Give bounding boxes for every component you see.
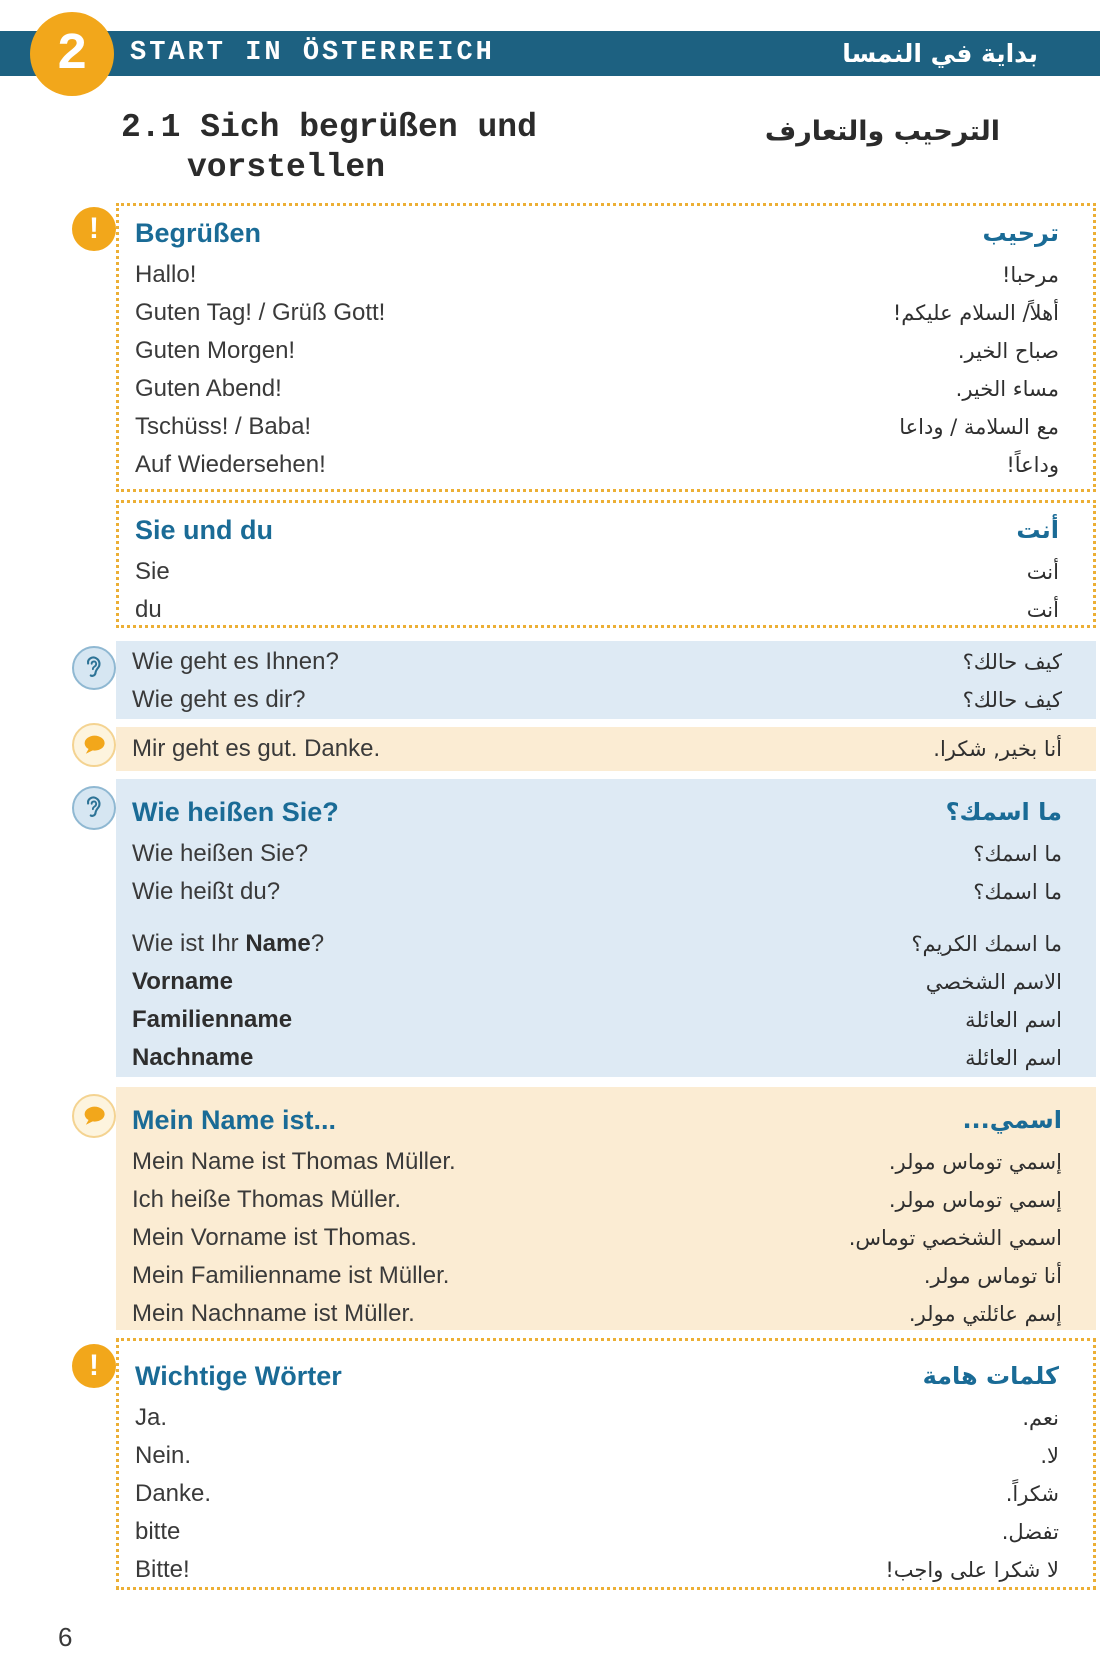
exclamation-icon: ! [72, 207, 116, 251]
phrase-row [116, 1257, 1096, 1295]
german-text: Nein. [135, 1442, 192, 1469]
german-text: Wie heißen Sie? [132, 840, 309, 867]
german-text-bold: Name [245, 930, 311, 957]
german-text: Bitte! [135, 1556, 190, 1583]
german-text: Auf Wiedersehen! [135, 451, 326, 478]
german-text-part: Wie ist Ihr [132, 930, 246, 957]
arabic-text: إسم عائلتي مولر. [908, 1302, 1062, 1326]
german-text: Ja. [135, 1404, 168, 1431]
section-title-arabic: الترحيب والتعارف [764, 116, 1000, 147]
chapter-title-arabic: بداية في النمسا [842, 39, 1038, 68]
arabic-text: اسم العائلة [965, 1046, 1062, 1070]
arabic-text: إسمي توماس مولر. [888, 1150, 1062, 1174]
speech-bubble-icon [72, 723, 116, 767]
phrase-row [119, 591, 1093, 629]
phrase-row [116, 963, 1096, 1001]
arabic-text: لا. [1040, 1444, 1059, 1468]
phrase-row [119, 1513, 1093, 1551]
arabic-text: اسمي الشخصي توماس. [848, 1226, 1062, 1250]
phrase-row [119, 332, 1093, 370]
german-text: Danke. [135, 1480, 212, 1507]
arabic-text: مع السلامة / وداعا [899, 415, 1059, 439]
arabic-text: كيف حالك؟ [962, 688, 1062, 712]
section-title-line1: 2.1 Sich begrüßen und [121, 109, 537, 146]
german-text: Mein Vorname ist Thomas. [132, 1224, 418, 1251]
heading-german: Wie heißen Sie? [132, 796, 339, 827]
heading-german: Mein Name ist... [132, 1104, 337, 1135]
arabic-text: لا شكرا على واجب! [885, 1558, 1059, 1582]
arabic-text: ما اسمك؟ [973, 880, 1062, 904]
phrase-row [119, 553, 1093, 591]
phrase-row [116, 873, 1096, 911]
listening-block-wie-geht-es [116, 641, 1096, 719]
speech-bubble-icon [72, 1094, 116, 1138]
arabic-text: نعم. [1022, 1406, 1059, 1430]
page-number: 6 [58, 1622, 73, 1652]
phrase-row [116, 1219, 1096, 1257]
german-text: Mein Familienname ist Müller. [132, 1262, 450, 1289]
phrase-section-sie-und-du [116, 500, 1096, 628]
phrase-row [116, 1181, 1096, 1219]
phrase-row [116, 643, 1096, 681]
speaking-block-mir-geht-es-gut [116, 727, 1096, 771]
arabic-text: أنا توماس مولر. [923, 1264, 1062, 1288]
german-text: Familienname [132, 1006, 293, 1033]
heading-arabic: ترحيب [982, 219, 1059, 247]
german-text [116, 930, 324, 958]
phrase-row [116, 727, 1096, 771]
heading-german: Begrüßen [135, 217, 262, 248]
section-heading [119, 1349, 1093, 1399]
phrase-row [116, 835, 1096, 873]
chapter-number-badge: 2 [30, 12, 114, 96]
german-text: Wie geht es dir? [132, 686, 306, 713]
arabic-text: أهلاً/ السلام عليكم! [892, 301, 1059, 325]
section-heading [119, 206, 1093, 256]
german-text: Ich heiße Thomas Müller. [132, 1186, 402, 1213]
arabic-text: ما اسمك؟ [973, 842, 1062, 866]
phrase-row [119, 294, 1093, 332]
speech-bubble-glyph [79, 1101, 109, 1131]
german-text: Nachname [132, 1044, 254, 1071]
phrase-row [119, 370, 1093, 408]
chapter-title-german: START IN ÖSTERREICH [130, 38, 495, 68]
arabic-text: وداعاً! [1006, 453, 1059, 477]
german-text: du [135, 596, 162, 623]
heading-arabic: ما اسمك؟ [945, 798, 1062, 826]
phrase-row [119, 1475, 1093, 1513]
arabic-text: مرحبا! [1002, 263, 1059, 287]
exclamation-icon: ! [72, 1344, 116, 1388]
arabic-text: اسم العائلة [965, 1008, 1062, 1032]
phrase-row [116, 1295, 1096, 1333]
arabic-text: شكراً. [1005, 1482, 1059, 1506]
section-heading [116, 785, 1096, 835]
arabic-text: إسمي توماس مولر. [888, 1188, 1062, 1212]
listening-block-wie-heissen-sie [116, 779, 1096, 1077]
phrase-row [116, 681, 1096, 719]
german-text: Guten Abend! [135, 375, 282, 402]
heading-arabic: اسمي... [962, 1106, 1062, 1134]
ear-icon [72, 646, 116, 690]
arabic-text: أنت [1026, 560, 1059, 584]
german-text: Mir geht es gut. Danke. [132, 735, 381, 762]
arabic-text: تفضل. [1001, 1520, 1059, 1544]
phrase-row [116, 1143, 1096, 1181]
german-text: Wie geht es Ihnen? [132, 648, 339, 675]
arabic-text: كيف حالك؟ [962, 650, 1062, 674]
section-title-german [121, 108, 537, 188]
phrase-row [119, 408, 1093, 446]
heading-german: Sie und du [135, 514, 273, 545]
section-title-line2: vorstellen [187, 149, 386, 186]
arabic-text: صباح الخير. [957, 339, 1059, 363]
phrase-row [119, 256, 1093, 294]
german-text: Tschüss! / Baba! [135, 413, 312, 440]
german-text: Hallo! [135, 261, 197, 288]
arabic-text: أنت [1026, 598, 1059, 622]
german-text: bitte [135, 1518, 181, 1545]
phrase-row [116, 925, 1096, 963]
german-text-part: ? [310, 930, 325, 957]
section-heading [119, 503, 1093, 553]
phrase-row [119, 1437, 1093, 1475]
heading-german: Wichtige Wörter [135, 1360, 342, 1391]
heading-arabic: أنت [1016, 516, 1059, 544]
phrase-section-wichtige-woerter [116, 1338, 1096, 1590]
chapter-header-bar [0, 31, 1100, 76]
german-text: Guten Tag! / Grüß Gott! [135, 299, 386, 326]
german-text: Guten Morgen! [135, 337, 296, 364]
speech-bubble-glyph [79, 730, 109, 760]
arabic-text: ما اسمك الكريم؟ [911, 932, 1062, 956]
phrase-row [119, 1399, 1093, 1437]
phrase-row [116, 1039, 1096, 1077]
german-text: Mein Name ist Thomas Müller. [132, 1148, 456, 1175]
section-heading [116, 1093, 1096, 1143]
ear-glyph [79, 653, 109, 683]
arabic-text: مساء الخير. [955, 377, 1059, 401]
arabic-text: الاسم الشخصي [925, 970, 1062, 994]
speaking-block-mein-name-ist [116, 1087, 1096, 1330]
ear-glyph [79, 793, 109, 823]
heading-arabic: كلمات هامة [922, 1362, 1059, 1390]
phrase-section-begruessen [116, 203, 1096, 492]
german-text: Wie heißt du? [132, 878, 281, 905]
german-text: Mein Nachname ist Müller. [132, 1300, 415, 1327]
phrase-row [116, 1001, 1096, 1039]
phrase-row [119, 1551, 1093, 1589]
ear-icon [72, 786, 116, 830]
arabic-text: أنا بخير, شكرا. [933, 737, 1062, 761]
german-text: Sie [135, 558, 170, 585]
phrase-row [119, 446, 1093, 484]
row-spacer [116, 911, 1096, 925]
german-text: Vorname [132, 968, 233, 995]
